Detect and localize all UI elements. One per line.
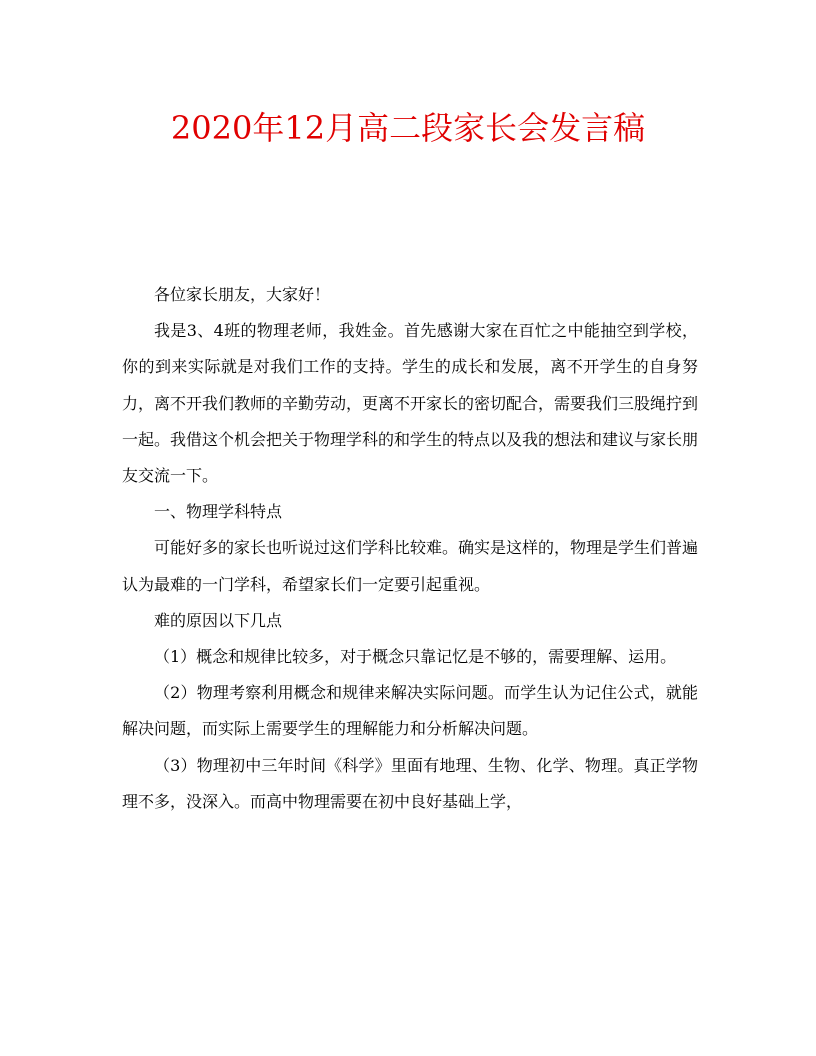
paragraph-reasons-heading: 难的原因以下几点: [154, 610, 283, 630]
section-heading-physics-features: 一、物理学科特点: [154, 502, 283, 522]
document-body: [122, 277, 698, 820]
paragraph-greeting: 各位家长朋友，大家好！: [154, 285, 331, 304]
paragraph-reason-2: （2）物理考察利用概念和规律来解决实际问题。而学生认为记住公式，就能解决问题，而实际上需要学生的理解能力和分析解决问题。: [122, 683, 698, 739]
paragraph-introduction: 我是3、4班的物理老师，我姓金。首先感谢大家在百忙之中能抽空到学校，你的到来实际就是对我们工作的支持。学生的成长和发展，离不开学生的自身努力，离不开我们教师的辛勤劳动，更离不开家长的密切配合，需要我们三股绳拧到一起。我借这个机会把关于物理学科的和学生的特点以及我的想法和建议与家长朋友交流一下。: [122, 321, 699, 486]
paragraph-difficulty: 可能好多的家长也听说过这们学科比较难。确实是这样的，物理是学生们普遍认为最难的一门学科，希望家长们一定要引起重视。: [122, 538, 699, 594]
paragraph-reason-3: （3）物理初中三年时间《科学》里面有地理、生物、化学、物理。真正学物理不多，没深入。而高中物理需要在初中良好基础上学，: [122, 755, 698, 811]
document-title: 2020年12月高二段家长会发言稿: [170, 109, 646, 147]
paragraph-reason-1: （1）概念和规律比较多，对于概念只靠记忆是不够的，需要理解、运用。: [154, 647, 677, 667]
